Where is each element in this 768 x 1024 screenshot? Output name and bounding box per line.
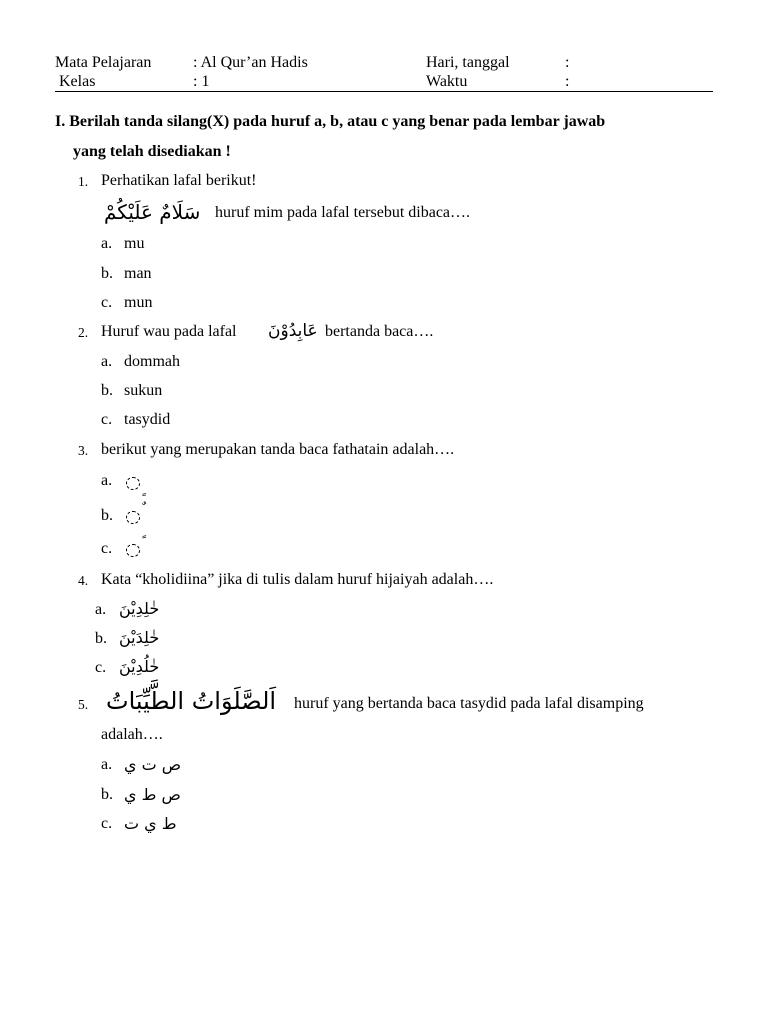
option-label: b. xyxy=(101,265,113,282)
option-symbol xyxy=(126,474,140,492)
option-symbol xyxy=(126,508,140,526)
dotted-circle-icon xyxy=(126,544,140,557)
question-number: 3. xyxy=(78,443,89,458)
question-arabic: اَلصَّلَوَاتُ الطَّيِّبَاتُ xyxy=(106,687,277,715)
option-symbol xyxy=(126,541,140,559)
option-label: c. xyxy=(101,411,113,428)
option-label: a. xyxy=(101,756,113,773)
time-value: : xyxy=(565,73,570,90)
question-number: 5. xyxy=(78,697,89,712)
option-label: c. xyxy=(101,815,113,832)
class-label: Kelas xyxy=(59,73,96,90)
question-number: 1. xyxy=(78,174,89,189)
question-text: berikut yang merupakan tanda baca fathatain adalah…. xyxy=(101,441,455,458)
question-text-continued: huruf mim pada lafal tersebut dibaca…. xyxy=(215,204,471,221)
option-label: a. xyxy=(95,601,107,618)
option-label: c. xyxy=(95,659,107,676)
option-arabic: خٰلِدَيْنَ xyxy=(119,628,160,647)
question-arabic: سَلَامٌ عَلَيْكُمْ xyxy=(104,200,201,224)
option-label: c. xyxy=(101,540,113,557)
option-label: b. xyxy=(101,382,113,399)
option-label: c. xyxy=(101,294,113,311)
question-text: Huruf wau pada lafal xyxy=(101,323,237,340)
subject-value: : Al Qur’an Hadis xyxy=(193,54,308,71)
time-label: Waktu xyxy=(426,73,468,90)
option-arabic: خٰلُدِيْنَ xyxy=(119,657,160,676)
day-value: : xyxy=(565,54,570,71)
header-divider xyxy=(55,91,713,92)
option-arabic: ط ي ت xyxy=(124,814,177,833)
subject-label: Mata Pelajaran xyxy=(55,54,152,71)
section-instruction-line2: yang telah disediakan ! xyxy=(73,143,231,160)
option-label: a. xyxy=(101,235,113,252)
question-number: 4. xyxy=(78,573,89,588)
option-text: dommah xyxy=(124,353,180,370)
option-arabic: خٰلِدِيْنَ xyxy=(119,599,160,618)
option-text: sukun xyxy=(124,382,163,399)
option-label: b. xyxy=(95,630,107,647)
dotted-circle-icon xyxy=(126,477,140,490)
question-text-continued: adalah…. xyxy=(101,726,163,743)
question-text: Kata “kholidiina” jika di tulis dalam huruf hijaiyah adalah…. xyxy=(101,571,494,588)
option-text: mun xyxy=(124,294,153,311)
question-text: Perhatikan lafal berikut! xyxy=(101,172,257,189)
option-arabic: ص ط ي xyxy=(124,785,181,804)
option-text: tasydid xyxy=(124,411,171,428)
option-label: a. xyxy=(101,353,113,370)
question-number: 2. xyxy=(78,325,89,340)
option-label: b. xyxy=(101,507,113,524)
option-text: man xyxy=(124,265,152,282)
option-label: b. xyxy=(101,786,113,803)
option-text: mu xyxy=(124,235,145,252)
section-instruction-line1: I. Berilah tanda silang(X) pada huruf a, b, atau c yang benar pada lembar jawab xyxy=(55,113,606,130)
question-arabic: عَابِدُوْنَ xyxy=(268,321,318,341)
question-text-continued: bertanda baca…. xyxy=(325,323,434,340)
day-label: Hari, tanggal xyxy=(426,54,510,71)
option-arabic: ص ت ي xyxy=(124,755,182,774)
dotted-circle-icon xyxy=(126,511,140,524)
option-label: a. xyxy=(101,472,113,489)
class-value: : 1 xyxy=(193,73,210,90)
question-text: huruf yang bertanda baca tasydid pada lafal disamping xyxy=(294,695,644,712)
